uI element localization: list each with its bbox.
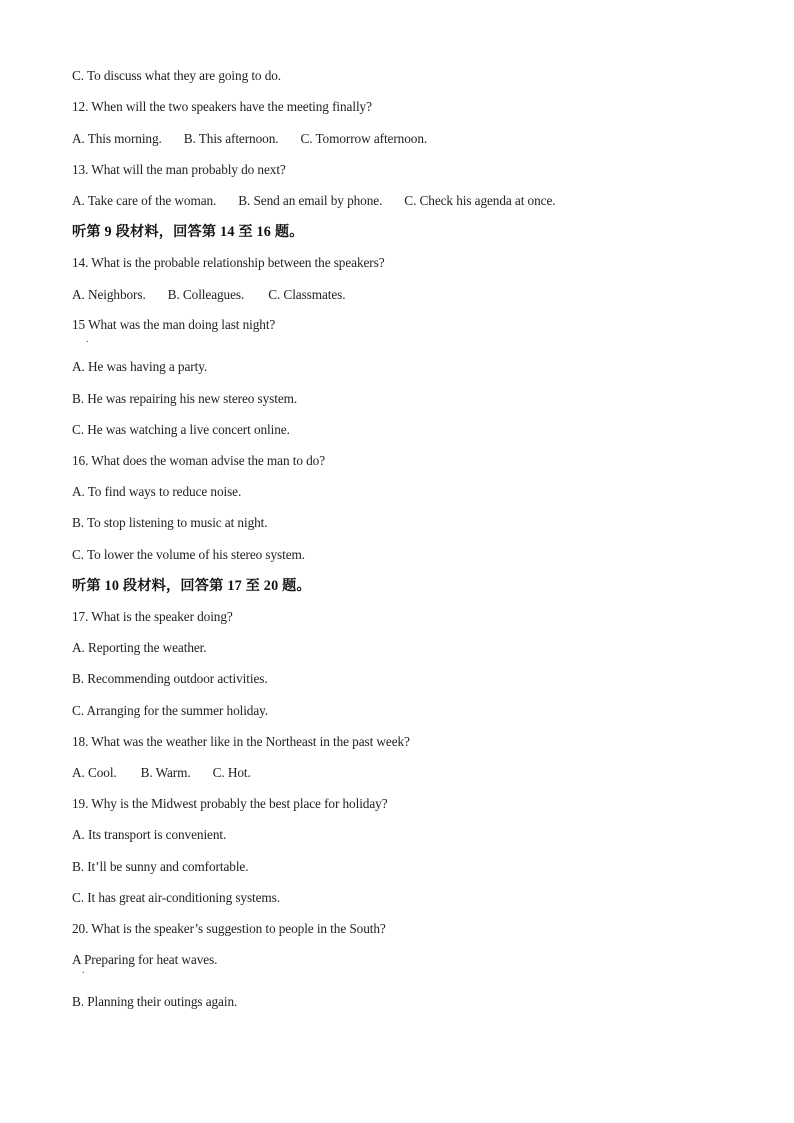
q17-option-b: B. Recommending outdoor activities. — [72, 671, 268, 686]
q16-option-a: A. To find ways to reduce noise. — [72, 484, 242, 499]
q17-option-a: A. Reporting the weather. — [72, 640, 207, 655]
q13-option-c: C. Check his agenda at once. — [404, 193, 556, 208]
q20-stray-mark: . — [82, 965, 85, 976]
q15-option-c: C. He was watching a live concert online. — [72, 422, 290, 437]
q12-option-a: A. This morning. — [72, 131, 162, 146]
q13-stem: 13. What will the man probably do next? — [72, 162, 286, 177]
section-10-heading: 听第 10 段材料，回答第 17 至 20 题。 — [72, 578, 311, 594]
q18-option-a: A. Cool. — [72, 765, 117, 780]
q12-options — [72, 131, 427, 147]
q19-option-a: A. Its transport is convenient. — [72, 827, 227, 842]
q17-option-c: C. Arranging for the summer holiday. — [72, 703, 269, 718]
q18-option-b: B. Warm. — [140, 765, 191, 780]
q12-option-c: C. Tomorrow afternoon. — [300, 131, 428, 146]
section-9-heading: 听第 9 段材料，回答第 14 至 16 题。 — [72, 224, 304, 240]
q12-option-b: B. This afternoon. — [183, 131, 279, 146]
q11-option-c: C. To discuss what they are going to do. — [72, 68, 282, 83]
q18-stem: 18. What was the weather like in the Northeast in the past week? — [72, 734, 410, 749]
q18-option-c: C. Hot. — [212, 765, 251, 780]
q12-stem: 12. When will the two speakers have the meeting finally? — [72, 99, 372, 114]
q19-option-b: B. It’ll be sunny and comfortable. — [72, 859, 249, 874]
q17-stem: 17. What is the speaker doing? — [72, 609, 233, 624]
q16-stem: 16. What does the woman advise the man to do? — [72, 453, 326, 468]
q13-options — [72, 193, 555, 209]
q13-option-b: B. Send an email by phone. — [238, 193, 383, 208]
q15-stem: 15 What was the man doing last night? — [72, 317, 276, 332]
q15-option-b: B. He was repairing his new stereo system. — [72, 391, 298, 406]
q15-option-a: A. He was having a party. — [72, 359, 208, 374]
q18-options — [72, 765, 251, 781]
q13-option-a: A. Take care of the woman. — [72, 193, 217, 208]
q15-stray-mark: . — [86, 334, 89, 345]
q14-option-b: B. Colleagues. — [167, 287, 245, 302]
q20-option-b: B. Planning their outings again. — [72, 994, 238, 1009]
q20-option-a: A Preparing for heat waves. — [72, 952, 218, 967]
q20-stem: 20. What is the speaker’s suggestion to people in the South? — [72, 921, 386, 936]
q19-stem: 19. Why is the Midwest probably the best place for holiday? — [72, 796, 388, 811]
q19-option-c: C. It has great air-conditioning systems. — [72, 890, 280, 905]
q14-option-c: C. Classmates. — [268, 287, 346, 302]
q14-stem: 14. What is the probable relationship between the speakers? — [72, 255, 385, 270]
q14-options — [72, 287, 345, 303]
q16-option-c: C. To lower the volume of his stereo system. — [72, 547, 305, 562]
q16-option-b: B. To stop listening to music at night. — [72, 515, 268, 530]
q14-option-a: A. Neighbors. — [72, 287, 146, 302]
